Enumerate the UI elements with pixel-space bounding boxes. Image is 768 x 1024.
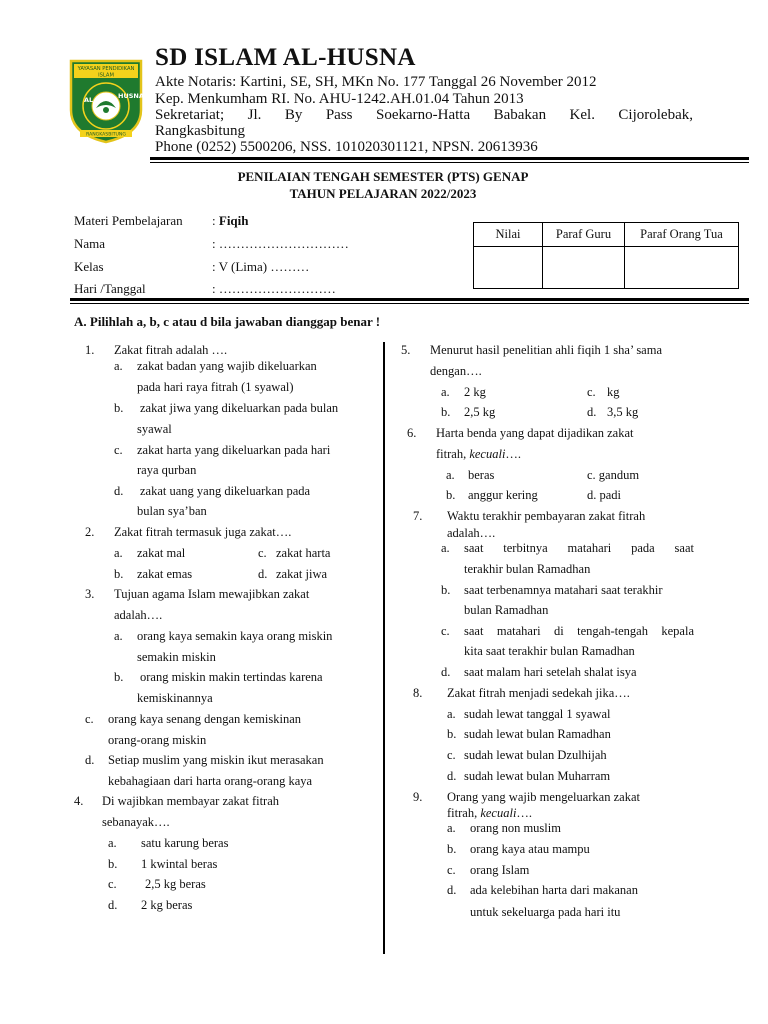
score-cell-nilai[interactable] bbox=[474, 247, 543, 289]
option-b[interactable]: sudah lewat bulan Ramadhan bbox=[464, 727, 611, 741]
question-stem: Zakat fitrah adalah …. bbox=[114, 343, 228, 357]
option-d-cont: untuk sekeluarga pada hari itu bbox=[470, 905, 621, 919]
logo-ring-right: HUSNA bbox=[118, 92, 144, 100]
question-number: 7. bbox=[413, 509, 423, 523]
subject-value: : Fiqih bbox=[212, 213, 249, 228]
option-b[interactable]: zakat emas bbox=[137, 567, 193, 581]
option-a[interactable]: sudah lewat tanggal 1 syawal bbox=[464, 707, 611, 721]
question-number: 5. bbox=[401, 343, 411, 357]
option-b-cont: syawal bbox=[137, 422, 172, 436]
option-d[interactable]: zakat uang yang dikeluarkan pada bbox=[140, 484, 311, 498]
question-stem: Tujuan agama Islam mewajibkan zakat bbox=[114, 587, 310, 601]
header-line-1: Akte Notaris: Kartini, SE, SH, MKn No. 177 Tanggal 26 November 2012 bbox=[155, 74, 597, 90]
class-label: Kelas bbox=[74, 259, 104, 274]
logo-top-text-1: YAYASAN PENDIDIKAN bbox=[77, 66, 135, 72]
option-label: d. bbox=[258, 567, 268, 581]
option-label: a. bbox=[114, 629, 123, 643]
question-number: 4. bbox=[74, 794, 84, 808]
option-c[interactable]: sudah lewat bulan Dzulhijah bbox=[464, 748, 607, 762]
school-logo bbox=[68, 58, 144, 144]
option-b-cont: bulan Ramadhan bbox=[464, 603, 549, 617]
option-b[interactable]: saat terbenamnya matahari saat terakhir bbox=[464, 583, 663, 597]
option-c[interactable]: orang Islam bbox=[470, 863, 530, 877]
section-divider-thin bbox=[70, 303, 749, 304]
header-divider-thin bbox=[150, 162, 749, 163]
option-label: d. bbox=[108, 898, 118, 912]
question-stem: Orang yang wajib mengeluarkan zakat bbox=[447, 790, 640, 804]
option-label: c. bbox=[441, 624, 450, 638]
option-label: a. bbox=[441, 541, 450, 555]
option-label: c. bbox=[447, 748, 456, 762]
option-b[interactable]: orang kaya atau mampu bbox=[470, 842, 590, 856]
question-stem-cont: adalah…. bbox=[114, 608, 163, 622]
logo-ring-left: AL bbox=[84, 96, 94, 104]
option-label: a. bbox=[114, 359, 123, 373]
option-label: d. bbox=[114, 484, 124, 498]
option-label: b. bbox=[447, 727, 457, 741]
option-c-cont: orang-orang miskin bbox=[108, 733, 207, 747]
date-field[interactable]: : ……………………… bbox=[212, 281, 336, 296]
option-c-cont: raya qurban bbox=[137, 463, 197, 477]
school-name: SD ISLAM AL-HUSNA bbox=[155, 44, 416, 71]
option-c[interactable]: saat matahari di tengah-tengah kepala bbox=[464, 624, 694, 638]
option-a-cont: pada hari raya fitrah (1 syawal) bbox=[137, 380, 294, 394]
question-stem-cont: dengan…. bbox=[430, 364, 482, 378]
question-stem-cont: adalah…. bbox=[447, 526, 496, 540]
header-line-2: Kep. Menkumham RI. No. AHU-1242.AH.01.04 Tahun 2013 bbox=[155, 91, 524, 107]
option-label: b. bbox=[114, 567, 124, 581]
option-label: a. bbox=[108, 836, 117, 850]
question-number: 8. bbox=[413, 686, 423, 700]
option-c[interactable]: zakat harta bbox=[276, 546, 331, 560]
question-number: 3. bbox=[85, 587, 95, 601]
logo-top-text-2: ISLAM bbox=[98, 72, 114, 79]
option-d-cont: kebahagiaan dari harta orang-orang kaya bbox=[108, 774, 313, 788]
option-d[interactable]: zakat jiwa bbox=[276, 567, 328, 581]
option-a[interactable]: orang kaya semakin kaya orang miskin bbox=[137, 629, 333, 643]
question-number: 1. bbox=[85, 343, 95, 357]
option-label: d. bbox=[447, 883, 457, 897]
option-a[interactable]: 2 kg bbox=[464, 385, 486, 399]
score-header-paraf-ortu: Paraf Orang Tua bbox=[625, 223, 739, 247]
option-b[interactable]: 1 kwintal beras bbox=[141, 857, 218, 871]
option-a[interactable]: zakat badan yang wajib dikeluarkan bbox=[137, 359, 317, 373]
option-d[interactable]: ada kelebihan harta dari makanan bbox=[470, 883, 638, 897]
option-d[interactable]: saat malam hari setelah shalat isya bbox=[464, 665, 637, 679]
option-a-cont: semakin miskin bbox=[137, 650, 216, 664]
question-stem: Waktu terakhir pembayaran zakat fitrah bbox=[447, 509, 646, 523]
name-label: Nama bbox=[74, 236, 106, 251]
subject-label: Materi Pembelajaran bbox=[74, 213, 183, 228]
option-c[interactable]: 2,5 kg beras bbox=[145, 877, 206, 891]
question-number: 6. bbox=[407, 426, 417, 440]
option-b[interactable]: zakat jiwa yang dikeluarkan pada bulan bbox=[140, 401, 339, 415]
option-label: b. bbox=[108, 857, 118, 871]
option-label: b. bbox=[441, 405, 451, 419]
option-c[interactable]: kg bbox=[607, 385, 620, 399]
option-label: b. bbox=[441, 583, 451, 597]
option-a-cont: terakhir bulan Ramadhan bbox=[464, 562, 591, 576]
option-b-cont: kemiskinannya bbox=[137, 691, 213, 705]
option-c[interactable]: c. gandum bbox=[587, 468, 640, 482]
option-label: b. bbox=[446, 488, 456, 502]
option-c[interactable]: zakat harta yang dikeluarkan pada hari bbox=[137, 443, 331, 457]
option-label: a. bbox=[114, 546, 123, 560]
option-label: d. bbox=[85, 753, 95, 767]
score-cell-paraf-ortu[interactable] bbox=[625, 247, 739, 289]
section-divider-thick bbox=[70, 298, 749, 301]
score-header-nilai: Nilai bbox=[474, 223, 543, 247]
option-label: c. bbox=[258, 546, 267, 560]
option-a[interactable]: satu karung beras bbox=[141, 836, 229, 850]
option-label: c. bbox=[447, 863, 456, 877]
option-b[interactable]: anggur kering bbox=[468, 488, 538, 502]
option-label: c. bbox=[587, 385, 596, 399]
option-label: c. bbox=[85, 712, 94, 726]
option-a[interactable]: orang non muslim bbox=[470, 821, 561, 835]
header-divider-thick bbox=[150, 157, 749, 160]
score-cell-paraf-guru[interactable] bbox=[543, 247, 625, 289]
logo-bottom-text: RANGKASBITUNG bbox=[86, 132, 126, 138]
question-stem-cont: fitrah, kecuali…. bbox=[436, 447, 522, 461]
option-c[interactable]: orang kaya senang dengan kemiskinan bbox=[108, 712, 301, 726]
header-line-3: Sekretariat; Jl. By Pass Soekarno-Hatta Babakan Kel. Cijorolebak, bbox=[155, 107, 693, 123]
option-label: a. bbox=[447, 707, 456, 721]
question-number: 2. bbox=[85, 525, 95, 539]
score-table bbox=[473, 222, 739, 289]
option-d[interactable]: 2 kg beras bbox=[141, 898, 193, 912]
option-label: a. bbox=[447, 821, 456, 835]
score-header-paraf-guru: Paraf Guru bbox=[543, 223, 625, 247]
option-label: d. bbox=[587, 405, 597, 419]
option-b[interactable]: 2,5 kg bbox=[464, 405, 496, 419]
column-divider bbox=[383, 342, 385, 954]
option-label: b. bbox=[114, 401, 124, 415]
date-label: Hari /Tanggal bbox=[74, 281, 146, 296]
option-a[interactable]: saat terbitnya matahari pada saat bbox=[464, 541, 694, 555]
option-label: b. bbox=[447, 842, 457, 856]
option-d[interactable]: d. padi bbox=[587, 488, 622, 502]
option-a[interactable]: beras bbox=[468, 468, 495, 482]
option-b[interactable]: orang miskin makin tertindas karena bbox=[140, 670, 323, 684]
exam-title: PENILAIAN TENGAH SEMESTER (PTS) GENAP bbox=[237, 169, 529, 184]
option-label: d. bbox=[441, 665, 451, 679]
header-line-5: Phone (0252) 5500206, NSS. 101020301121, NPSN. 20613936 bbox=[155, 139, 538, 155]
option-label: c. bbox=[108, 877, 117, 891]
question-number: 9. bbox=[413, 790, 423, 804]
option-a[interactable]: zakat mal bbox=[137, 546, 186, 560]
option-d-cont: bulan sya’ban bbox=[137, 504, 207, 518]
option-d[interactable]: Setiap muslim yang miskin ikut merasakan bbox=[108, 753, 324, 767]
exam-year: TAHUN PELAJARAN 2022/2023 bbox=[289, 186, 477, 201]
option-label: c. bbox=[114, 443, 123, 457]
question-stem: Zakat fitrah termasuk juga zakat…. bbox=[114, 525, 292, 539]
header-line-4: Rangkasbitung bbox=[155, 123, 245, 139]
option-label: d. bbox=[447, 769, 457, 783]
option-label: a. bbox=[441, 385, 450, 399]
question-stem-cont: sebanayak…. bbox=[102, 815, 170, 829]
question-stem: Di wajibkan membayar zakat fitrah bbox=[102, 794, 280, 808]
option-label: a. bbox=[446, 468, 455, 482]
name-field[interactable]: : ………………………… bbox=[212, 236, 349, 251]
section-a-instruction: A. Pilihlah a, b, c atau d bila jawaban dianggap benar ! bbox=[74, 314, 381, 329]
option-c-cont: kita saat terakhir bulan Ramadhan bbox=[464, 644, 635, 658]
option-d[interactable]: sudah lewat bulan Muharram bbox=[464, 769, 611, 783]
option-label: b. bbox=[114, 670, 124, 684]
question-stem-cont: fitrah, kecuali…. bbox=[447, 806, 533, 820]
class-field[interactable]: : V (Lima) ……… bbox=[212, 259, 310, 274]
question-stem: Zakat fitrah menjadi sedekah jika…. bbox=[447, 686, 630, 700]
option-d[interactable]: 3,5 kg bbox=[607, 405, 639, 419]
question-stem: Menurut hasil penelitian ahli fiqih 1 sha’ sama bbox=[430, 343, 663, 357]
question-stem: Harta benda yang dapat dijadikan zakat bbox=[436, 426, 634, 440]
